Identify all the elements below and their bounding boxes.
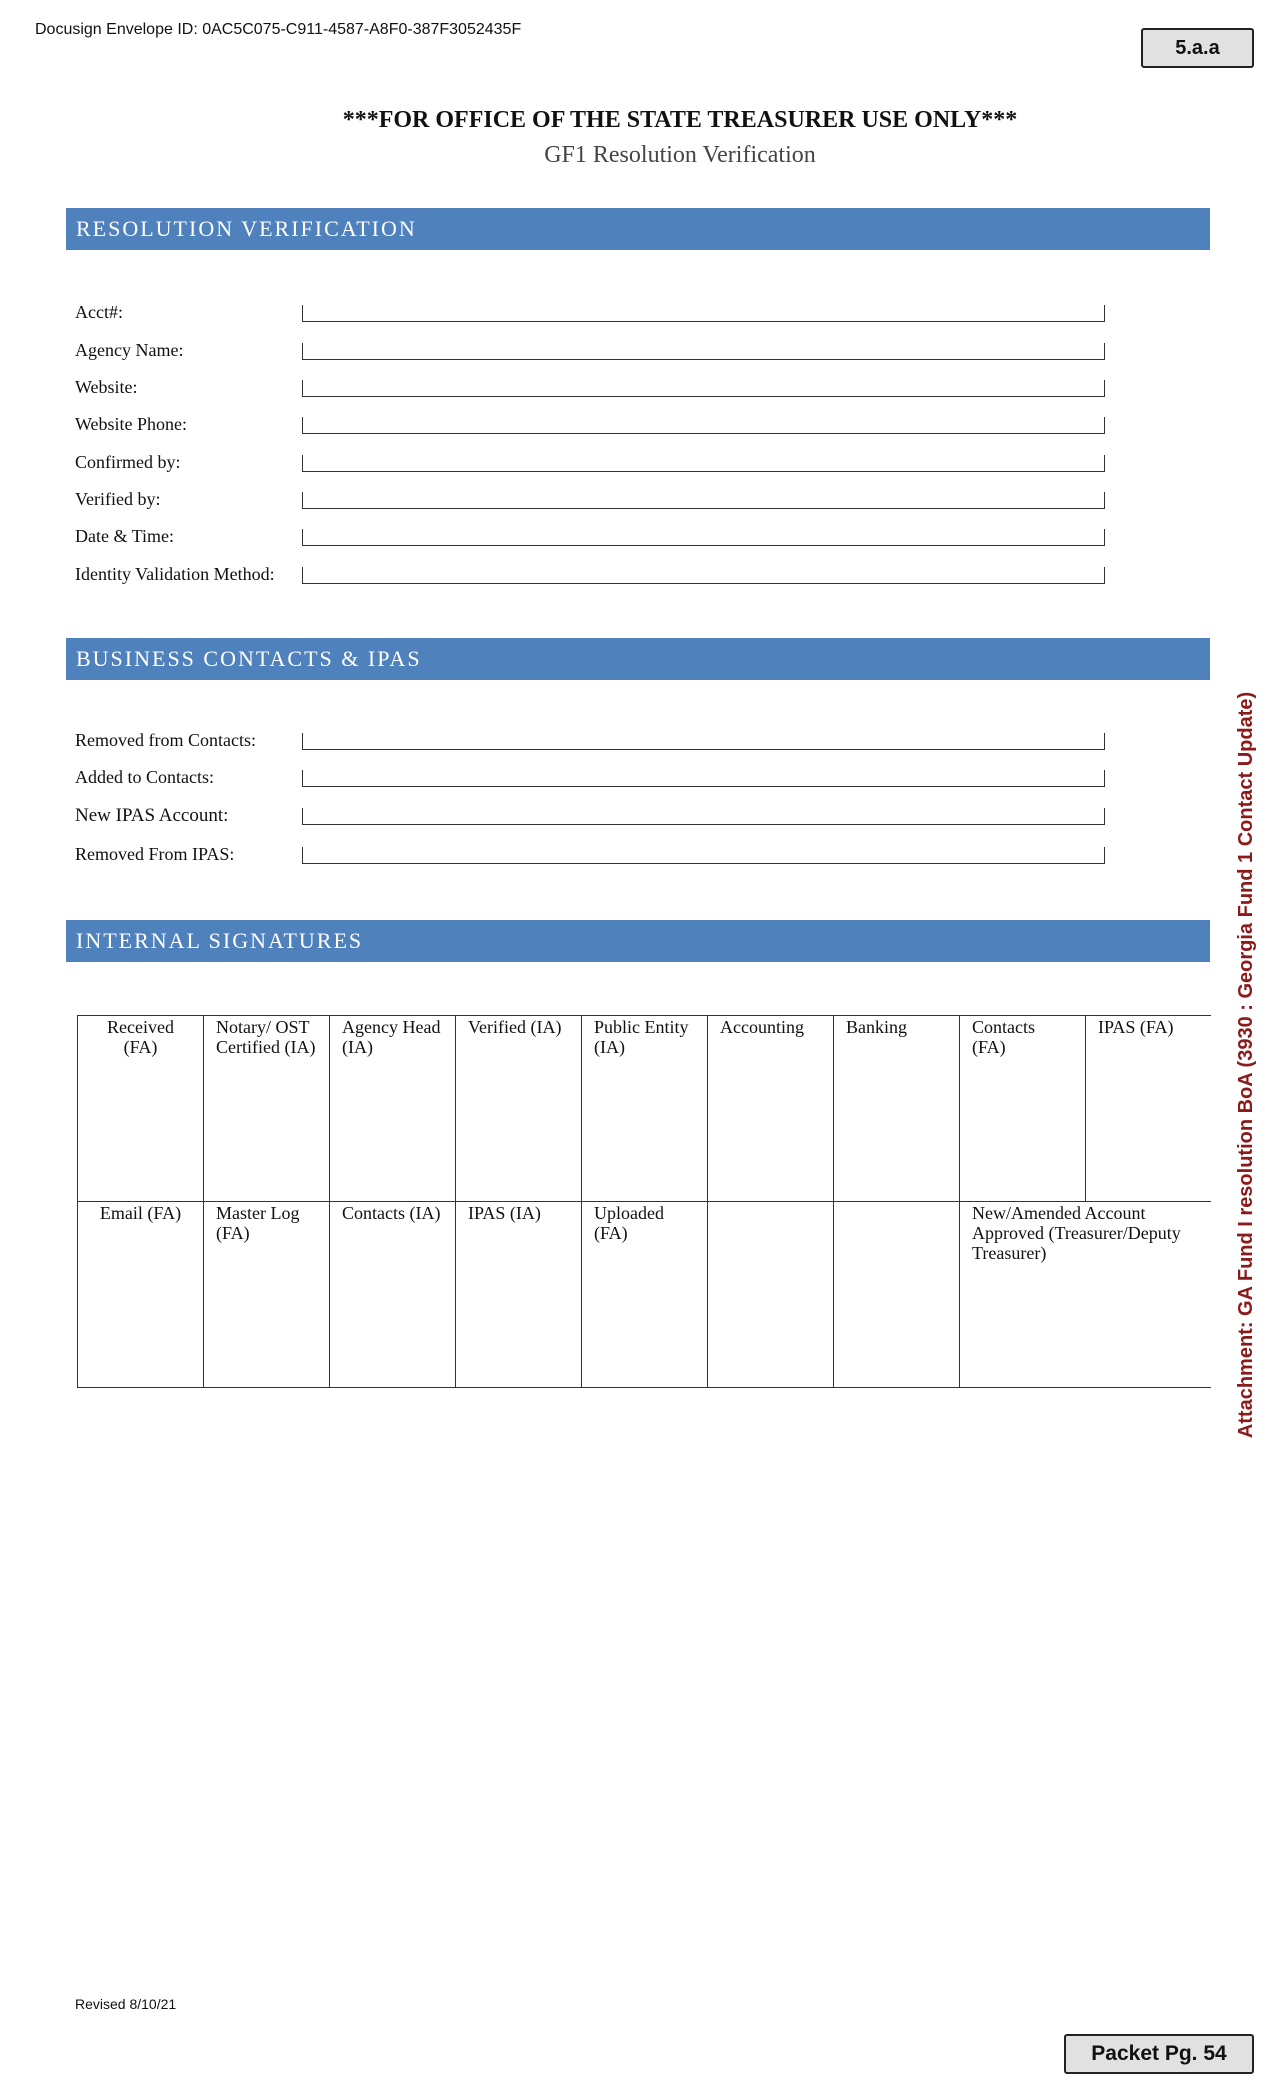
office-use-heading: ***FOR OFFICE OF THE STATE TREASURER USE ONLY***: [342, 107, 1018, 133]
field-new-ipas-account: [75, 805, 1105, 829]
field-confirmed-by: [75, 452, 1105, 476]
date-time-input-line[interactable]: [302, 529, 1105, 546]
field-verified-by: [75, 489, 1105, 513]
business-contacts-banner: BUSINESS CONTACTS & IPAS: [66, 638, 1210, 680]
signature-cell-contacts-ia[interactable]: Contacts (IA): [330, 1202, 456, 1388]
signature-cell-ipas-fa[interactable]: IPAS (FA): [1086, 1016, 1211, 1202]
field-label: Removed From IPAS:: [75, 844, 235, 864]
revised-date: Revised 8/10/21: [75, 1996, 177, 2012]
verified-by-input-line[interactable]: [302, 492, 1105, 509]
signature-row: [78, 1016, 1211, 1202]
identity-validation-input-line[interactable]: [302, 567, 1105, 584]
resolution-verification-banner: RESOLUTION VERIFICATION: [66, 208, 1210, 250]
signature-cell-notary-ost[interactable]: Notary/ OST Certified (IA): [204, 1016, 330, 1202]
signature-row: [78, 1202, 1211, 1388]
added-to-contacts-input-line[interactable]: [302, 770, 1105, 787]
signature-cell-received-fa[interactable]: Received (FA): [78, 1016, 204, 1202]
field-label: Added to Contacts:: [75, 767, 214, 787]
agenda-tag: 5.a.a: [1141, 28, 1254, 68]
field-label: Removed from Contacts:: [75, 730, 256, 750]
signature-cell-accounting[interactable]: Accounting: [708, 1016, 834, 1202]
field-removed-from-contacts: [75, 730, 1105, 754]
field-website-phone: [75, 414, 1105, 438]
removed-from-ipas-input-line[interactable]: [302, 847, 1105, 864]
signature-cell-email-fa[interactable]: Email (FA): [78, 1202, 204, 1388]
field-label: Agency Name:: [75, 340, 184, 360]
field-identity-validation: [75, 564, 1105, 588]
field-label: Date & Time:: [75, 526, 175, 546]
new-ipas-account-input-line[interactable]: [302, 808, 1105, 825]
signature-cell-uploaded-fa[interactable]: Uploaded (FA): [582, 1202, 708, 1388]
field-label: New IPAS Account:: [75, 805, 229, 826]
signature-cell-master-log[interactable]: Master Log (FA): [204, 1202, 330, 1388]
internal-signatures-banner: INTERNAL SIGNATURES: [66, 920, 1210, 962]
form-subtitle: GF1 Resolution Verification: [544, 142, 816, 168]
field-label: Identity Validation Method:: [75, 564, 275, 584]
field-label: Acct#:: [75, 302, 123, 322]
signature-cell-public-entity[interactable]: Public Entity (IA): [582, 1016, 708, 1202]
signature-table: [77, 1015, 1211, 1388]
field-label: Confirmed by:: [75, 452, 181, 472]
signature-cell-contacts-fa[interactable]: Contacts (FA): [960, 1016, 1086, 1202]
agency-name-input-line[interactable]: [302, 343, 1105, 360]
signature-cell-account-approval[interactable]: New/Amended Account Approved (Treasurer/Deputy Treasurer): [960, 1202, 1211, 1388]
field-label: Website:: [75, 377, 138, 397]
confirmed-by-input-line[interactable]: [302, 455, 1105, 472]
packet-page: Packet Pg. 54: [1064, 2034, 1254, 2074]
field-date-time: [75, 526, 1105, 550]
field-website: [75, 377, 1105, 401]
signature-cell-agency-head[interactable]: Agency Head (IA): [330, 1016, 456, 1202]
signature-cell-verified-ia[interactable]: Verified (IA): [456, 1016, 582, 1202]
envelope-id: Docusign Envelope ID: 0AC5C075-C911-4587-A8F0-387F3052435F: [35, 21, 522, 38]
attachment-side-note: Attachment: GA Fund I resolution BoA (3930 : Georgia Fund 1 Contact Update): [1235, 691, 1257, 1439]
field-label: Verified by:: [75, 489, 161, 509]
field-label: Website Phone:: [75, 414, 188, 434]
field-removed-from-ipas: [75, 844, 1105, 868]
signature-cell-banking[interactable]: Banking: [834, 1016, 960, 1202]
acct-input-line[interactable]: [302, 305, 1105, 322]
removed-from-contacts-input-line[interactable]: [302, 733, 1105, 750]
website-input-line[interactable]: [302, 380, 1105, 397]
website-phone-input-line[interactable]: [302, 417, 1105, 434]
signature-cell-blank-2[interactable]: [834, 1202, 960, 1388]
field-acct: [75, 302, 1105, 326]
signature-cell-blank-1[interactable]: [708, 1202, 834, 1388]
signature-cell-ipas-ia[interactable]: IPAS (IA): [456, 1202, 582, 1388]
field-agency-name: [75, 340, 1105, 364]
field-added-to-contacts: [75, 767, 1105, 791]
